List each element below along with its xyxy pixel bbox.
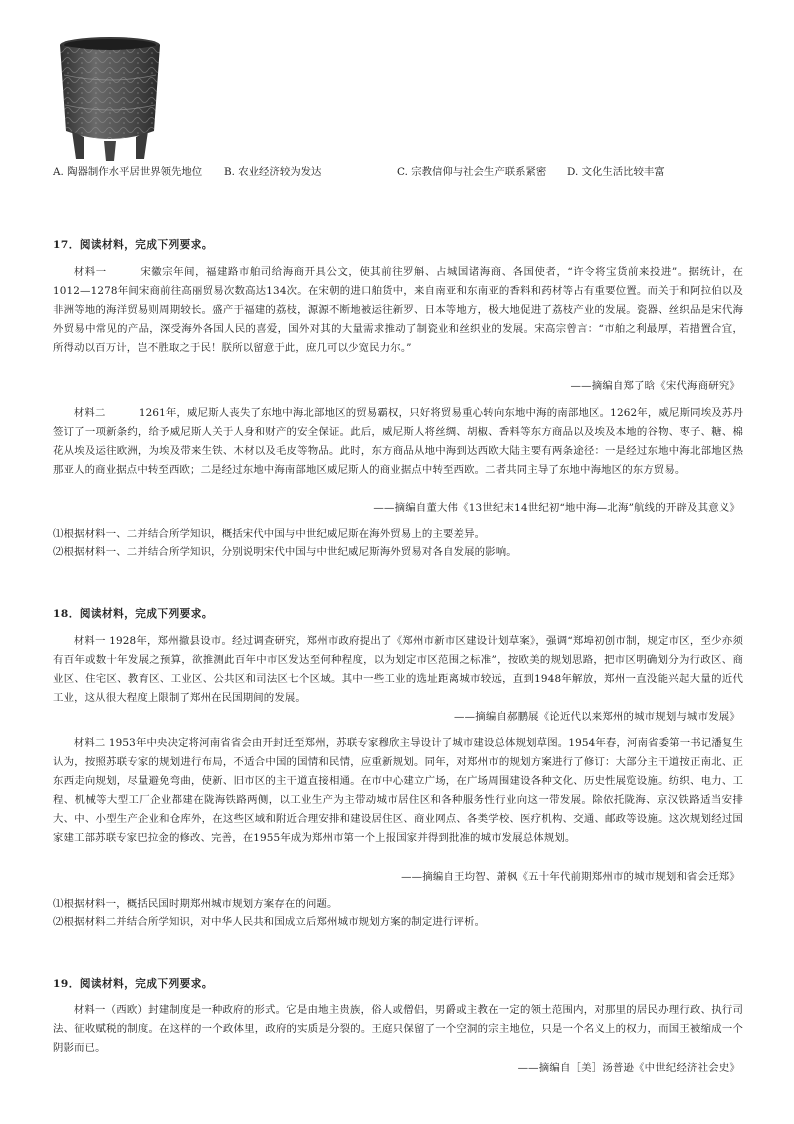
- option-a: A. 陶器制作水平居世界领先地位: [53, 166, 203, 178]
- option-c: C. 宗教信仰与社会生产联系紧密: [397, 166, 547, 178]
- option-d: D. 文化生活比较丰富: [567, 166, 665, 178]
- q18-material-2: 材料二 1953年中央决定将河南省省会由开封迁至郑州，苏联专家穆欣主导设计了城市建设总体规划草图。1954年春，河南省委第一书记潘复生认为，按照苏联专家的规划进行布局，不适合中国的国情和民情，应重新规划。同年，对郑州市的规划方案进行了修订：大部分主干道按正南北、正东西走向规划，尽量避免弯曲，使新、旧市区的主干道直接相通。在市中心建立广场，在广场周围建设各种文化、历史性展览设施。纺织、电力、工程、机械等大型工厂企业都建在陇海铁路两侧，以工业生产为主带动城市居住区和各种服务性行业向这一带发展。除依托陇海、京汉铁路适当安排大、中、小型生产企业和仓库外，在这些区域和附近合理安排和建设居住区、商业网点、各类学校、医疗机构、交通、邮政等设施。这次规划经过国家建工部苏联专家巴拉金的修改、完善，在1955年成为郑州市第一个上报国家并得到批准的城市发展总体规划。: [53, 737, 743, 844]
- pottery-vessel-icon: [50, 35, 170, 163]
- q19-material-1-source: ——摘编自［美］汤普逊《中世纪经济社会史》: [517, 1062, 740, 1074]
- q18-material-1: 材料一 1928年，郑州撤县设市。经过调查研究，郑州市政府提出了《郑州市新市区建设计划草案》，强调“郑埠初创市制，规定市区，至少亦须有百年或数十年发展之预算，欲推测此百年中市区发达至何种程度，以为划定市区范围之标准”，按欧美的规划思路，把市区明确划分为行政区、商业区、住宅区、教育区、工业区、公共区和司法区七个区域。其中一些工业的选址距离城市较远，直到1948年解放，郑州一直没能兴起大量的近代工业，这从很大程度上限制了郑州在民国期间的发展。: [53, 635, 743, 704]
- q19-material-1: 材料一（西欧）封建制度是一种政府的形式。它是由地主贵族，俗人或僧侣，男爵或主教在一定的领土范围内，对那里的居民办理行政、执行司法、征收赋税的制度。在这样的一个政体里，政府的实质是分裂的。王庭只保留了一个空洞的宗主地位，只是一个名义上的权力，而国王被缩成一个阴影而已。: [53, 1004, 743, 1054]
- question-18-heading: 18．阅读材料，完成下列要求。: [53, 608, 213, 620]
- q17-material-2: 材料二 1261年，威尼斯人丧失了东地中海北部地区的贸易霸权，只好将贸易重心转向东地中海的南部地区。1262年，威尼斯同埃及苏丹签订了一项新条约，给予威尼斯人关于人身和财产的安全保证。此后，威尼斯人将丝绸、胡椒、香料等东方商品以及埃及本地的谷物、枣子、糖、棉花从埃及运往欧洲，为埃及带来生铁、木材以及毛皮等物品。此时，东方商品从地中海到达西欧大陆主要有两条途径：一是经过东地中海北部地区热那亚人的商业据点中转至西欧；二是经过东地中海南部地区威尼斯人的商业据点中转至西欧。二者共同主导了东地中海地区的东方贸易。: [53, 407, 744, 476]
- pottery-vessel-image: [50, 35, 170, 163]
- option-b: B. 农业经济较为发达: [224, 166, 322, 178]
- q17-material-1-source: ——摘编自郑了晗《宋代海商研究》: [570, 380, 740, 392]
- q17-material-2-source: ——摘编自董大伟《13世纪末14世纪初“地中海—北海”航线的开辟及其意义》: [373, 502, 740, 514]
- q17-sub-question-2: ⑵根据材料一、二并结合所学知识，分别说明宋代中国与中世纪威尼斯海外贸易对各自发展的影响。: [53, 546, 517, 558]
- q18-material-1-source: ——摘编自郝鹏展《论近代以来郑州的城市规划与城市发展》: [454, 711, 740, 723]
- q17-material-1: 材料一 宋徽宗年间，福建路市舶司给海商开具公文，使其前往罗斛、占城国诸海商、各国使者，“许令将宝货前来投进”。据统计，在1012—1278年间宋商前往高丽贸易次数高达134次。在宋朝的进口舶货中，来自南亚和东南亚的香料和药材等占有重要位置。而关于和阿拉伯以及非洲等地的海洋贸易则周期较长。盛产于福建的荔枝，源源不断地被运往新罗、日本等地方，极大地促进了荔枝产业的发展。瓷器、丝织品是宋代海外贸易中常见的产品，深受海外各国人民的喜爱，国外对其的大量需求推动了制瓷业和丝织业的发展。宋高宗曾言：“市舶之利最厚，若措置合宜，所得动以百万计，岂不胜取之于民！朕所以留意于此，庶几可以少宽民力尔。”: [53, 266, 743, 354]
- question-19-heading: 19．阅读材料，完成下列要求。: [53, 978, 213, 990]
- question-17-heading: 17．阅读材料，完成下列要求。: [53, 239, 213, 251]
- q17-sub-question-1: ⑴根据材料一、二并结合所学知识，概括宋代中国与中世纪威尼斯在海外贸易上的主要差异。: [53, 528, 486, 540]
- q18-material-2-source: ——摘编自王均智、萧枫《五十年代前期郑州市的城市规划和省会迁郑》: [401, 871, 740, 883]
- q18-sub-question-1: ⑴根据材料一，概括民国时期郑州城市规划方案存在的问题。: [53, 898, 338, 910]
- q18-sub-question-2: ⑵根据材料二并结合所学知识，对中华人民共和国成立后郑州城市规划方案的制定进行评析。: [53, 916, 486, 928]
